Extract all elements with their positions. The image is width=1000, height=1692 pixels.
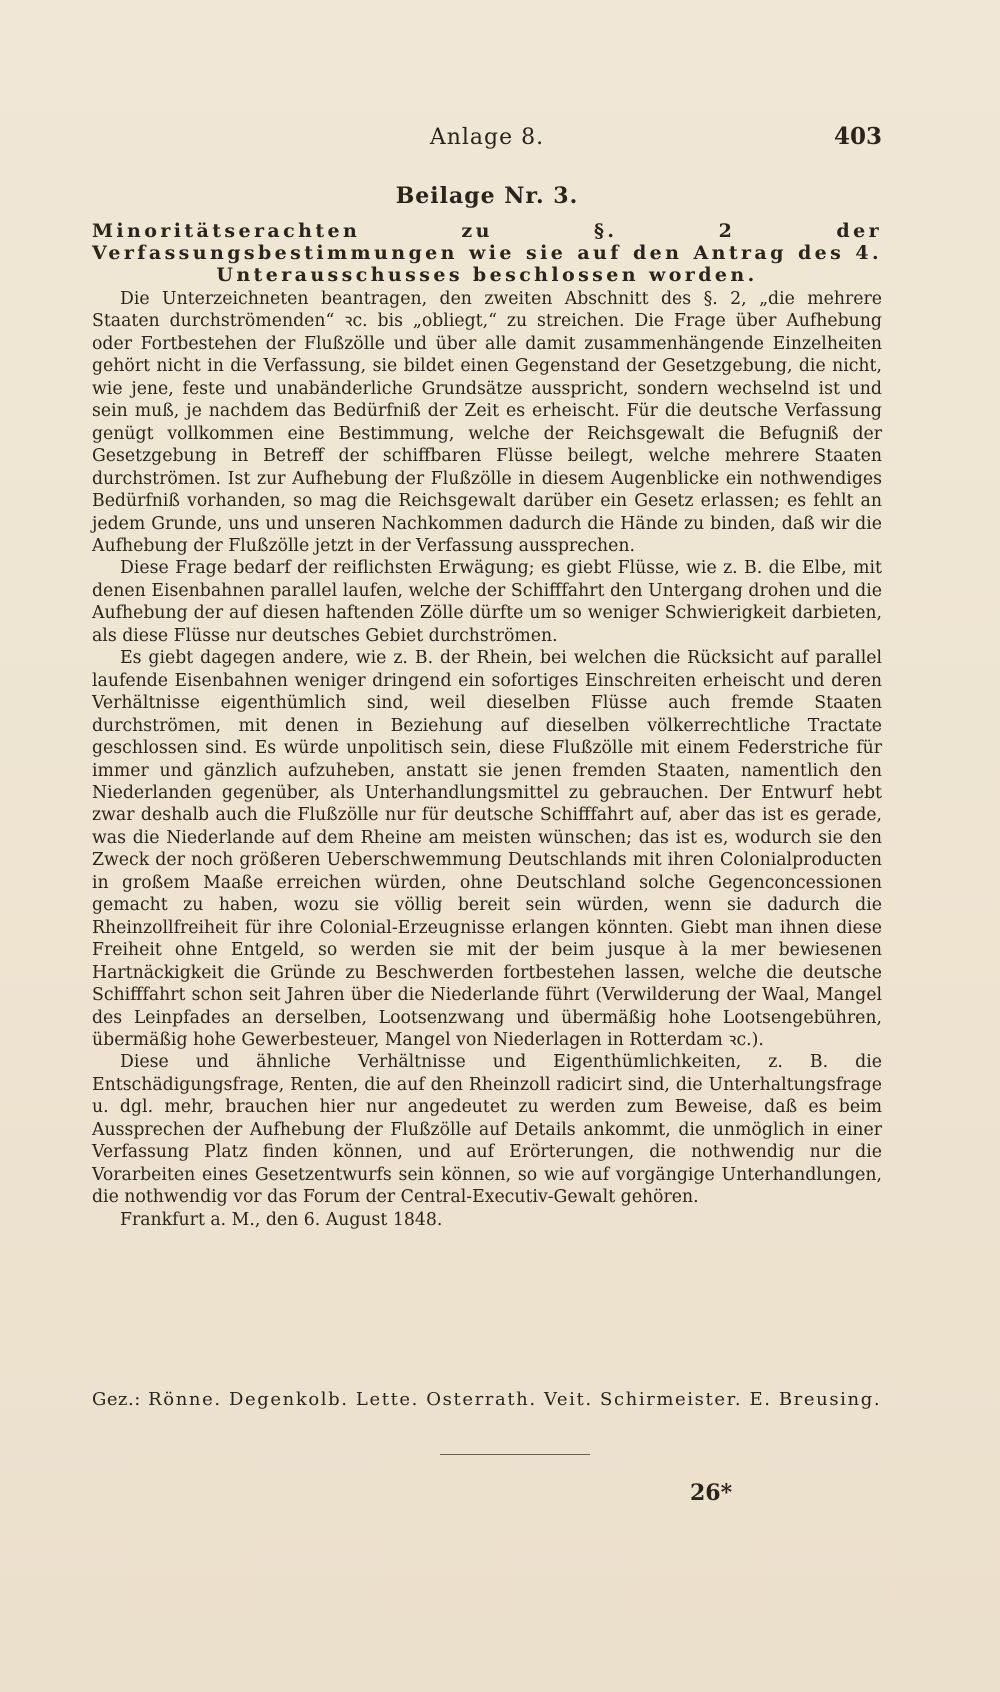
running-title: Anlage 8. [429,125,545,150]
running-head [92,125,882,159]
paragraph-2: Diese Frage bedarf der reiflichsten Erwägung; es giebt Flüsse, wie z. B. die Elbe, mit denen Eisenbahnen parallel laufen, welche der Schifffahrt den Untergang drohen und die Aufhebung der auf diesen haftenden Zölle dürfte um so weniger Schwierigkeit darbieten, als diese Flüsse nur deutsches Gebiet durchströmen. [92,558,882,646]
body-text [92,288,882,1231]
page-number: 403 [833,123,882,150]
closing-rule [440,1454,590,1455]
signature-names: Rönne. Degenkolb. Lette. Osterrath. Veit. Schirmeister. E. Breusing. [148,1389,882,1410]
date-line: Frankfurt a. M., den 6. August 1848. [120,1209,443,1230]
section-heading: Beilage Nr. 3. [395,183,579,209]
signature-mark: 26* [690,1480,733,1506]
signature-block [92,1388,882,1412]
signature-lead: Gez.: [92,1389,141,1410]
paragraph-3: Es giebt dagegen andere, wie z. B. der Rhein, bei welchen die Rücksicht auf parallel laufende Eisenbahnen weniger dringend ein sofortiges Einschreiten erheischt und deren Verhältnisse eigenthümlich sind, weil dieselben Flüsse auch fremde Staaten durchströmen, mit denen in Beziehung auf dieselben völkerrechtliche Tractate geschlossen sind. Es würde unpolitisch sein, diese Flußzölle mit einem Federstriche für immer und gänzlich aufzuheben, anstatt sie jenen fremden Staaten, namentlich den Niederlanden gegenüber, als Unterhandlungsmittel zu gebrauchen. Der Entwurf hebt zwar deshalb auch die Flußzölle nur für deutsche Schifffahrt auf, aber das ist es gerade, was die Niederlande auf dem Rheine am meisten wünschen; das ist es, wodurch sie den Zweck der noch größeren Ueberschwemmung Deutschlands mit ihren Colonialproducten in großem Maaße erreichen würden, ohne Deutschland solche Gegenconcessionen gemacht zu haben, wozu sie völlig bereit sein würden, wenn sie dadurch die Rheinzollfreiheit für ihre Colonial-Erzeugnisse erlangen könnten. Giebt man ihnen diese Freiheit ohne Entgeld, so werden sie mit der beim jusque à la mer bewiesenen Hartnäckigkeit die Gründe zu Beschwerden fortbestehen lassen, welche die deutsche Schifffahrt schon seit Jahren über die Niederlande führt (Verwilderung der Waal, Mangel des Leinpfades an derselben, Lootsenzwang und übermäßig hohe Lootsengebühren, übermäßig hohe Gewerbesteuer, Mangel von Niederlagen in Rotterdam ꝛc.). [92,648,882,1050]
section-subtitle: Minoritätserachten zu §. 2 der Verfassungsbestimmungen wie sie auf den Antrag des 4. Unterausschusses beschlossen worden. [92,220,882,286]
paragraph-1: Die Unterzeichneten beantragen, den zweiten Abschnitt des §. 2, „die mehrere Staaten durchströmenden“ ꝛc. bis „obliegt,“ zu streichen. Die Frage über Aufhebung oder Fortbestehen der Flußzölle und über alle damit zusammenhängende Einzelheiten gehört nicht in die Verfassung, sie bildet einen Gegenstand der Gesetzgebung, die nicht, wie jene, feste und unabänderliche Grundsätze ausspricht, sondern wechselnd ist und sein muß, je nachdem das Bedürfniß der Zeit es erheischt. Für die deutsche Verfassung genügt vollkommen eine Bestimmung, welche der Reichsgewalt die Befugniß der Gesetzgebung in Betreff der schiffbaren Flüsse beilegt, welche mehrere Staaten durchströmen. Ist zur Aufhebung der Flußzölle in diesem Augenblicke ein nothwendiges Bedürfniß vorhanden, so mag die Reichsgewalt darüber ein Gesetz erlassen; es fehlt an jedem Grunde, uns und unseren Nachkommen dadurch die Hände zu binden, daß wir die Aufhebung der Flußzölle jetzt in der Verfassung aussprechen. [92,289,882,556]
paragraph-4: Diese und ähnliche Verhältnisse und Eigenthümlichkeiten, z. B. die Entschädigungsfrage, Renten, die auf den Rheinzoll radicirt sind, die Unterhaltungsfrage u. dgl. mehr, brauchen hier nur angedeutet zu werden zum Beweise, daß es beim Aussprechen der Aufhebung der Flußzölle auf Details ankommt, die unmöglich in einer Verfassung Platz finden können, und auf Erörterungen, die nothwendig nur die Vorarbeiten eines Gesetzentwurfs sein können, so wie auf vorgängige Unterhandlungen, die nothwendig vor das Forum der Central-Executiv-Gewalt gehören. [92,1052,882,1208]
